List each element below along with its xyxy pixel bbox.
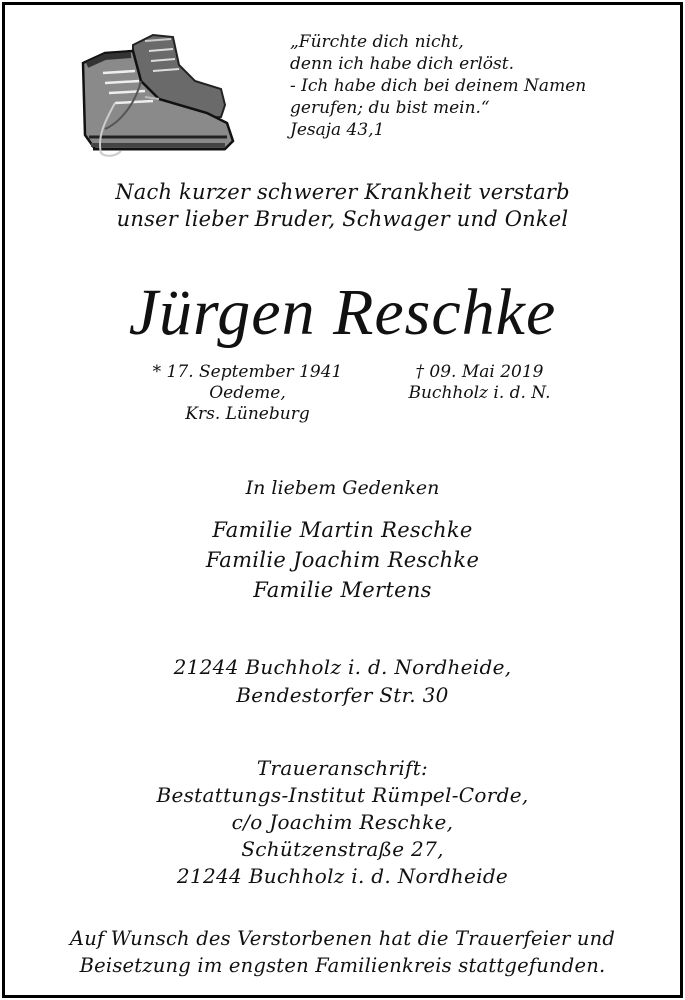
birth-info: [130, 362, 365, 425]
deceased-name: Jürgen Reschke: [128, 276, 557, 349]
quote-source: Jesaja 43,1: [290, 120, 385, 140]
memory-heading: In liebem Gedenken: [245, 477, 440, 499]
mourning-address: [5, 755, 680, 890]
mourning-address-line: 21244 Buchholz i. d. Nordheide: [176, 864, 509, 888]
intro-line: unser lieber Bruder, Schwager und Onkel: [116, 207, 569, 231]
intro-line: Nach kurzer schwerer Krankheit verstarb: [115, 180, 570, 204]
boots-illustration: [75, 25, 245, 160]
family-list: [5, 515, 680, 605]
quote-line: gerufen; du bist mein.“: [290, 98, 490, 118]
mourning-address-line: Bestattungs-Institut Rümpel-Corde,: [156, 783, 529, 807]
birth-date: * 17. September 1941: [152, 362, 343, 382]
family-name: Familie Joachim Reschke: [205, 548, 480, 572]
obituary-notice: [2, 2, 683, 998]
death-date: † 09. Mai 2019: [415, 362, 544, 382]
quote-line: - Ich habe dich bei deinem Namen: [290, 76, 587, 96]
death-info: [377, 362, 582, 404]
closing-note: [5, 925, 680, 979]
mourning-address-line: Schützenstraße 27,: [241, 837, 444, 861]
intro-text: [5, 179, 680, 233]
death-place: Buchholz i. d. N.: [408, 383, 551, 403]
address-line: Bendestorfer Str. 30: [236, 683, 449, 707]
family-name: Familie Martin Reschke: [212, 518, 473, 542]
mourning-address-heading: Traueranschrift:: [256, 756, 429, 780]
birth-district: Krs. Lüneburg: [185, 404, 310, 424]
closing-line: Auf Wunsch des Verstorbenen hat die Trauerfeier und: [69, 927, 616, 950]
scripture-quote: [290, 31, 586, 141]
quote-line: denn ich habe dich erlöst.: [290, 54, 514, 74]
birth-place: Oedeme,: [209, 383, 286, 403]
quote-line: „Fürchte dich nicht,: [290, 32, 464, 52]
family-address: [5, 653, 680, 709]
family-name: Familie Mertens: [253, 578, 432, 602]
mourning-address-line: c/o Joachim Reschke,: [231, 810, 454, 834]
closing-line: Beisetzung im engsten Familienkreis stattgefunden.: [79, 954, 606, 977]
address-line: 21244 Buchholz i. d. Nordheide,: [173, 655, 512, 679]
